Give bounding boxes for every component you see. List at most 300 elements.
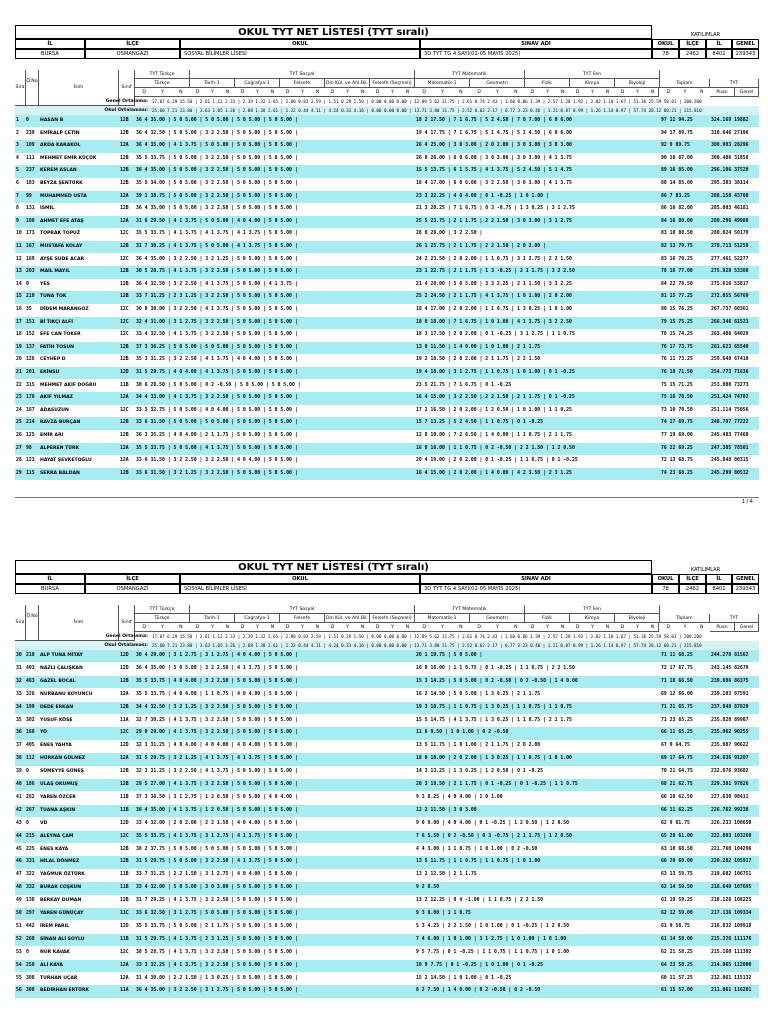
- table-row: [15, 329, 759, 341]
- row-matematik-fen-netleri: 16 4 15.00 | 3 2 2.50 | 2 2 1.50 | 2 1 1.75 | 0 1 -0.25: [416, 395, 575, 401]
- row-turkce-sosyal-netleri: 35 5 33.75 | 5 0 5.00 | 3 2 2.50 | 5 0 5.00 | 5 0 5.00 |: [136, 155, 298, 161]
- row-sinif: 12B: [120, 859, 129, 865]
- row-turkce-sosyal-netleri: 33 6 31.50 | 3 2 2.50 | 3 2 2.50 | 4 0 4.00 | 5 0 5.00 |: [136, 458, 298, 464]
- row-turkce-sosyal-netleri: 35 5 33.75 | 5 0 5.00 | 4 1 3.75 | 5 0 5.00 | 5 0 5.00 |: [136, 445, 298, 451]
- row-toplam: 79 15 75.25: [661, 319, 693, 325]
- row-turkce-sosyal-netleri: 34 4 32.50 | 3 2 1.25 | 3 2 2.50 | 5 0 5.00 | 5 0 5.00 |: [136, 704, 298, 710]
- dyn-header-cell: N: [225, 90, 230, 95]
- row-matematik-fen-netleri: 19 4 17.75 | 7 1 6.75 | 5 1 4.75 | 5 2 4.50 | 6 0 6.00: [416, 130, 572, 136]
- table-row: [15, 115, 759, 127]
- ilce-value: OSMANGAZİ: [85, 584, 180, 594]
- table-row: [15, 178, 759, 190]
- row-ogrenci-no: 35: [26, 307, 32, 312]
- report-title: OKUL TYT NET LİSTESİ (TYT sıralı): [15, 25, 652, 39]
- dyn-header-cell: Y: [301, 625, 304, 630]
- k-ilce-value: 2462: [679, 49, 706, 59]
- row-isim: BEYZA ŞENTÜRK: [40, 181, 83, 186]
- row-ogrenci-no: 326: [26, 691, 35, 697]
- okul-ortalamasi-label: Okul Ortalaması:: [104, 643, 148, 648]
- row-toplam: 64 23 58.25: [661, 962, 693, 968]
- row-isim: TUANA AŞKIN: [40, 807, 76, 813]
- row-sira: 20: [16, 357, 22, 363]
- row-ogrenci-no: 169: [26, 256, 35, 262]
- table-row: [15, 973, 759, 985]
- row-matematik-fen-netleri: 5 3 4.25 | 2 2 1.50 | 1 0 1.00 | 0 1 -0.25 | 1 2 0.50: [416, 923, 570, 929]
- sub-geometri: Geometri: [470, 79, 525, 88]
- dyn-header-cell: N: [405, 90, 410, 95]
- row-ogrenci-no: 131: [26, 206, 35, 212]
- table-row: [15, 805, 759, 817]
- dyn-header-cell: Y: [211, 625, 214, 630]
- row-sinif: 12B: [120, 769, 129, 775]
- fen-group-header: TYT Fen: [525, 605, 660, 614]
- row-turkce-sosyal-netleri: 33 6 31.50 | 5 0 5.00 | 5 0 5.00 | 5 0 5.00 | 5 0 5.00 |: [136, 420, 298, 426]
- sub-din: Din Kül. ve Ahl.Bil.: [325, 616, 369, 621]
- k-il-value: 8401: [706, 584, 732, 594]
- dyn-header-cell: N: [560, 90, 565, 95]
- dyn-header-cell: N: [360, 625, 365, 630]
- table-row: [15, 304, 759, 316]
- row-turkce-sosyal-netleri: 33 3 32.75 | 5 0 5.00 | 4 0 4.00 | 5 0 5.00 | 5 0 5.00 |: [136, 407, 298, 413]
- table-row: [15, 985, 759, 997]
- k-okul-header: OKUL: [652, 39, 679, 49]
- row-tyt-puan-genel: 237.848 87829: [711, 704, 749, 710]
- table-row: [15, 844, 759, 856]
- row-sira: 30: [16, 653, 22, 658]
- row-matematik-fen-netleri: 18 2 17.50 | 7 1 6.75 | 5 2 4.50 | 7 0 7.00 | 6 0 6.00: [416, 118, 572, 123]
- genel-ortalama-values: 17.07 6.29 15.50 | 2.61 1.12 2.33 | 2.39 1.32 2.65 | 2.80 0.83 2.59 | 1.51 0.29 1.50 | 0.00 0.00 0.00 | 12.89 5.62 11.75 | 2.61 0.74 2.43 | 1.60 0.86 1.39 | 2.57 1.28 1.92 | 2.02 1.10 1.67 | 51.36 25.59 58.01 | 208.200: [152, 634, 702, 639]
- table-row: [15, 266, 759, 278]
- row-sira: 34: [16, 704, 22, 710]
- dyn-header-cell: D: [240, 90, 245, 95]
- table-row: [15, 908, 759, 920]
- row-isim: MEHMET EMİR KÜÇÜK: [40, 155, 97, 161]
- table-row: [15, 921, 759, 933]
- row-ogrenci-no: 250: [26, 962, 35, 968]
- table-row: [15, 417, 759, 429]
- row-ogrenci-no: 302: [26, 717, 35, 723]
- row-turkce-sosyal-netleri: 31 5 29.75 | 4 0 4.00 | 4 1 3.75 | 5 0 5.00 | 5 0 5.00 |: [136, 370, 298, 375]
- dyn-header-cell: N: [270, 90, 275, 95]
- row-turkce-sosyal-netleri: 31 7 30.25 | 4 1 3.75 | 5 0 5.00 | 4 1 3.75 | 5 0 5.00 |: [136, 244, 298, 249]
- turkce-group-header: TYT Türkçe: [135, 605, 190, 614]
- table-row: [15, 380, 759, 392]
- ono-header: Ö.No: [26, 605, 39, 641]
- table-row: [15, 702, 759, 714]
- fen-group-header: TYT Fen: [525, 70, 660, 79]
- row-isim: İREM PARIL: [40, 923, 70, 929]
- row-ogrenci-no: 98: [26, 445, 32, 451]
- row-sira: 7: [16, 193, 19, 199]
- row-turkce-sosyal-netleri: 36 4 35.00 | 4 1 3.75 | 5 0 5.00 | 5 0 5.00 | 5 0 5.00 |: [136, 143, 298, 149]
- row-matematik-fen-netleri: 7 4 6.00 | 1 0 1.00 | 3 1 2.75 | 1 0 1.00 | 1 0 1.00: [416, 936, 567, 942]
- okul-value: SOSYAL BİLİMLER LİSESİ: [180, 49, 420, 59]
- row-isim: NAZLI ÇALIŞKAN: [40, 665, 83, 671]
- sub-fizik: Fizik: [525, 614, 570, 623]
- row-ogrenci-no: 111: [26, 155, 35, 161]
- row-toplam: 82 13 79.75: [661, 244, 693, 249]
- row-matematik-fen-netleri: 15 7 13.25 | 5 2 4.50 | 1 1 0.75 | 0 1 -0.25: [416, 420, 544, 426]
- dyn-header-cell: D: [285, 90, 290, 95]
- row-sira: 28: [16, 458, 22, 464]
- row-sira: 21: [16, 370, 22, 375]
- row-sira: 5: [16, 168, 19, 174]
- row-toplam: 72 17 67.75: [661, 665, 693, 671]
- row-isim: SÜMEYYE GÜNEŞ: [40, 769, 84, 775]
- ono-header: Ö.No: [26, 70, 39, 106]
- row-toplam: 78 16 77.00: [661, 269, 693, 275]
- table-row: [15, 753, 759, 765]
- row-turkce-sosyal-netleri: 30 6 28.50 | 5 0 5.00 | 0 2 -0.50 | 5 0 5.00 | 5 0 5.00 |: [136, 382, 301, 388]
- k-okul-value: 78: [652, 584, 679, 594]
- sub-toplam: Toplam: [660, 79, 710, 88]
- row-matematik-fen-netleri: 12 8 10.00 | 7 2 6.50 | 1 4 0.00 | 1 1 0.75 | 2 1 1.75: [416, 433, 572, 438]
- row-turkce-sosyal-netleri: 32 3 31.25 | 4 0 4.00 | 4 0 4.00 | 4 0 4.00 | 5 0 5.00 |: [136, 743, 298, 749]
- row-isim: YES: [40, 281, 50, 287]
- row-tyt-puan-genel: 245.848 80315: [711, 458, 749, 464]
- row-ogrenci-no: 0: [26, 281, 29, 287]
- row-sinif: 12B: [120, 704, 129, 710]
- dyn-header-cell: D: [477, 90, 481, 95]
- row-matematik-fen-netleri: 16 0 16.00 | 1 1 0.75 | 0 2 -0.50 | 2 2 1.50 | 1 2 0.50: [416, 445, 575, 451]
- row-sinif: 12C: [120, 833, 129, 839]
- row-toplam: 86 7 83.25: [661, 193, 690, 199]
- row-turkce-sosyal-netleri: 33 6 31.50 | 3 2 1.25 | 3 2 2.50 | 5 0 5.00 | 5 0 5.00 |: [136, 470, 298, 476]
- row-matematik-fen-netleri: 18 4 17.00 | 6 0 6.00 | 3 2 2.50 | 3 0 3.00 | 4 1 3.75: [416, 181, 572, 186]
- row-matematik-fen-netleri: 18 3 17.50 | 2 0 2.00 | 0 1 -0.25 | 3 1 2.75 | 1 1 0.75: [416, 332, 575, 338]
- row-sira: 6: [16, 181, 19, 186]
- table-row: [15, 468, 759, 480]
- row-tyt-puan-genel: 251.114 75056: [711, 407, 749, 413]
- sosyal-group-header: TYT Sosyal: [190, 605, 415, 614]
- okul-ortalamasi-label: Okul Ortalaması:: [104, 108, 148, 113]
- row-toplam: 61 15 57.00: [661, 988, 693, 994]
- row-sira: 15: [16, 294, 22, 300]
- k-genel-value: 239343: [732, 49, 759, 59]
- row-matematik-fen-netleri: 13 0 11.50 | 1 4 0.00 | 1 0 1.00 | 2 1 1.75: [416, 344, 541, 350]
- table-row: [15, 216, 759, 228]
- row-ogrenci-no: 183: [26, 181, 35, 186]
- page-number: 1 / 4: [741, 499, 753, 505]
- row-matematik-fen-netleri: 13 2 12.50 | 2 1 1.75: [416, 872, 477, 878]
- sinav-value: 3D TYT TG 4.SAYI(02-05 MAYIS 2025): [420, 49, 652, 59]
- row-sira: 37: [16, 743, 22, 749]
- row-sinif: 12A: [120, 756, 129, 762]
- row-toplam: 71 23 65.25: [661, 717, 693, 723]
- row-sira: 50: [16, 911, 22, 916]
- dyn-header-cell: Y: [496, 90, 499, 95]
- row-turkce-sosyal-netleri: 35 5 33.75 | 4 1 3.75 | 3 1 2.75 | 4 1 3.75 | 5 0 5.00 |: [136, 833, 298, 839]
- row-matematik-fen-netleri: 16 4 15.00 | 2 0 2.00 | 1 4 0.00 | 4 2 3.50 | 2 3 1.25: [416, 470, 572, 476]
- row-isim: DEDE ERKAN: [40, 704, 74, 710]
- row-isim: HÜRKAN GÜLMEZ: [40, 756, 86, 762]
- row-sira: 55: [16, 975, 22, 981]
- row-matematik-fen-netleri: 19 2 18.50 | 2 0 2.00 | 2 1 1.75 | 2 2 1.50: [416, 357, 541, 363]
- dyn-header-cell: N: [605, 90, 610, 95]
- sub-matematik: Matematik-1: [415, 79, 470, 88]
- row-isim: MUSTAFA KOLAY: [40, 244, 83, 249]
- row-sinif: 11B: [120, 807, 129, 813]
- k-il-header: İL: [706, 574, 732, 584]
- row-isim: CEYHEP D: [40, 357, 66, 363]
- row-sinif: 12A: [120, 962, 129, 968]
- table-bottom-line: [15, 497, 759, 498]
- row-ogrenci-no: 297: [26, 911, 35, 916]
- row-turkce-sosyal-netleri: 36 4 35.00 | 5 0 5.00 | 3 2 2.50 | 5 0 5.00 | 5 0 5.00 |: [136, 206, 298, 212]
- okul-ortalamasi-row: [15, 106, 759, 115]
- row-tyt-puan-genel: 275.616 53817: [711, 281, 749, 287]
- row-tyt-puan-genel: 243.145 82679: [711, 665, 749, 671]
- k-ilce-header: İLÇE: [679, 39, 706, 49]
- row-toplam: 71 18 66.50: [661, 678, 693, 684]
- table-row: [15, 960, 759, 972]
- row-isim: EMİR ARI: [40, 433, 64, 438]
- row-isim: YAREN ÖZCER: [40, 794, 76, 800]
- row-matematik-fen-netleri: 24 2 23.50 | 2 0 2.00 | 1 1 0.75 | 3 1 2.75 | 2 2 1.50: [416, 256, 572, 262]
- tyt-puan-header: Puan: [710, 623, 735, 632]
- dyn-header-cell: Y: [683, 90, 687, 95]
- dyn-header-row: [135, 623, 704, 632]
- row-turkce-sosyal-netleri: 30 0 30.00 | 3 2 2.50 | 4 1 3.75 | 5 0 5.00 | 5 0 5.00 |: [136, 307, 298, 312]
- row-isim: ALP TUNA MİTAY: [40, 653, 83, 658]
- dyn-header-cell: D: [477, 625, 481, 630]
- row-sinif: 12D: [120, 923, 129, 929]
- row-turkce-sosyal-netleri: 33 7 31.25 | 2 3 1.25 | 3 2 2.50 | 5 0 5.00 | 5 0 5.00 |: [136, 294, 298, 300]
- sub-kimya: Kimya: [570, 614, 615, 623]
- row-tyt-puan-genel: 251.424 74782: [711, 395, 749, 401]
- row-matematik-fen-netleri: 21 4 20.00 | 5 0 5.00 | 3 3 2.25 | 2 1 1.50 | 3 3 2.25: [416, 281, 572, 287]
- table-row: [15, 443, 759, 455]
- row-matematik-fen-netleri: 7 6 5.50 | 0 2 -0.50 | 0 3 -0.75 | 2 1 1.75 | 1 2 0.50: [416, 833, 572, 839]
- row-tyt-puan-genel: 296.106 37520: [711, 168, 749, 174]
- row-sira: 45: [16, 846, 22, 852]
- dyn-header-cell: D: [666, 625, 671, 630]
- table-row: [15, 727, 759, 739]
- row-sinif: 11A: [120, 988, 129, 994]
- row-sinif: 12D: [120, 743, 129, 749]
- row-isim: YUSUF KÖSE: [40, 717, 73, 723]
- row-sinif: 12A: [120, 218, 129, 224]
- row-isim: BEDİRHAN ERTÜRK: [40, 988, 89, 994]
- row-tyt-puan-genel: 275.928 53308: [711, 269, 749, 275]
- row-sira: 31: [16, 665, 22, 671]
- row-tyt-puan-genel: 248.797 77222: [711, 420, 749, 426]
- row-isim: ALPEREN TÜRK: [40, 445, 80, 451]
- row-turkce-sosyal-netleri: 35 5 33.75 | 4 1 3.75 | 4 1 3.75 | 4 1 3.75 | 5 0 5.00 |: [136, 231, 298, 237]
- dyn-header-cell: D: [530, 90, 535, 95]
- il-header: İL: [15, 574, 85, 584]
- row-sinif: 12C: [120, 307, 129, 312]
- row-sira: 13: [16, 269, 22, 275]
- sinav-header: SINAV ADI: [420, 39, 652, 49]
- row-tyt-puan-genel: 266.346 61523: [711, 319, 749, 325]
- row-toplam: 77 19 69.00: [661, 433, 693, 438]
- row-sinif: 12C: [120, 231, 129, 237]
- genel-ortalama-row: [15, 632, 759, 641]
- row-tyt-puan-genel: 215.326 111176: [711, 936, 752, 942]
- row-sira: 39: [16, 769, 22, 775]
- table-row: [15, 676, 759, 688]
- row-isim: ENES KAYA: [40, 846, 69, 852]
- row-turkce-sosyal-netleri: 33 6 32.50 | 3 1 2.75 | 5 0 5.00 | 5 0 5.00 | 5 0 5.00 |: [136, 911, 298, 916]
- row-isim: EMİRALP ÇETİN: [40, 130, 80, 136]
- row-isim: RAVZA BURÇAN: [40, 420, 81, 426]
- sub-biyoloji: Biyoloji: [615, 614, 660, 623]
- row-tyt-puan-genel: 218.126 108225: [711, 898, 752, 904]
- row-sinif: 12C: [120, 319, 129, 325]
- sub-cografya: Coğrafya-1: [235, 79, 280, 88]
- row-ogrenci-no: 322: [26, 872, 35, 878]
- row-sinif: 12A: [120, 193, 129, 199]
- dyn-header-cell: D: [142, 90, 146, 95]
- row-turkce-sosyal-netleri: 30 5 28.75 | 4 1 3.75 | 3 2 2.50 | 5 0 5.00 | 5 0 5.00 |: [136, 269, 298, 275]
- row-ogrenci-no: 203: [26, 269, 35, 275]
- row-sinif: 11B: [120, 936, 129, 942]
- row-sinif: 12A: [120, 445, 129, 451]
- row-matematik-fen-netleri: 9 0 9.00 | 4 0 4.00 | 0 1 -0.25 | 1 2 0.50 | 1 2 0.50: [416, 820, 570, 826]
- row-tyt-puan-genel: 235.962 90255: [711, 730, 749, 736]
- dyn-header-cell: N: [459, 90, 463, 95]
- row-isim: ADASUZUN: [40, 407, 69, 413]
- row-tyt-puan-genel: 285.003 46181: [711, 206, 749, 212]
- sinif-header: Sınıf: [119, 70, 135, 106]
- row-toplam: 63 13 59.75: [661, 872, 693, 878]
- row-sinif: 12B: [120, 420, 129, 426]
- row-matematik-fen-netleri: 9 5 7.75 | 0 1 -0.25 | 1 1 0.75 | 1 1 0.75 | 1 0 1.00: [416, 949, 570, 955]
- row-sira: 48: [16, 885, 22, 891]
- dyn-header-cell: N: [315, 90, 320, 95]
- table-row: [15, 779, 759, 791]
- row-turkce-sosyal-netleri: 37 3 36.25 | 5 0 5.00 | 5 0 5.00 | 5 0 5.00 | 5 0 5.00 |: [136, 344, 298, 350]
- table-row: [15, 165, 759, 177]
- table-row: [15, 856, 759, 868]
- row-sira: 22: [16, 382, 22, 388]
- row-tyt-puan-genel: 234.636 91207: [711, 756, 749, 762]
- row-sinif: 12D: [120, 665, 129, 671]
- okul-header: OKUL: [180, 39, 420, 49]
- row-sira: 47: [16, 872, 22, 878]
- row-turkce-sosyal-netleri: 36 3 35.25 | 4 0 4.00 | 2 1 1.75 | 5 0 5.00 | 5 0 5.00 |: [136, 433, 298, 438]
- sub-kimya: Kimya: [570, 79, 615, 88]
- row-sinif: 12B: [120, 357, 129, 363]
- okul-value: SOSYAL BİLİMLER LİSESİ: [180, 584, 420, 594]
- row-matematik-fen-netleri: 18 0 18.00 | 2 0 2.00 | 1 3 0.25 | 1 1 0.75 | 1 0 1.00: [416, 756, 572, 762]
- okul-ortalamasi-values: 25.60 7.21 23.80 | 3.63 1.05 3.26 | 2.88 1.38 2.61 | 1.22 0.44 4.11 | 4.24 0.33 4.16 | 0.00 0.00 0.00 | 13.71 3.80 11.75 | 2.52 0.62 2.17 | 0.77 3.23 0.46 | 1.21 0.87 0.99 | 1.26 1.14 0.97 | 57.74 28.12 60.21 | 215.810: [152, 108, 702, 113]
- isim-header: İsim: [39, 605, 119, 641]
- dyn-header-cell: Y: [346, 90, 349, 95]
- row-isim: NUR KAVAK: [40, 949, 70, 955]
- row-tyt-puan-genel: 245.299 80532: [711, 470, 749, 476]
- row-toplam: 60 11 57.25: [661, 975, 693, 981]
- dyn-header-cell: N: [560, 625, 565, 630]
- row-matematik-fen-netleri: 21 3 20.25 | 7 1 6.75 | 0 3 -0.75 | 1 3 0.25 | 3 1 2.75: [416, 206, 575, 212]
- row-toplam: 89 16 85.00: [661, 168, 693, 174]
- row-toplam: 71 21 65.75: [661, 704, 693, 710]
- row-isim: BURAK COŞKUN: [40, 885, 82, 891]
- row-ogrenci-no: 123: [26, 458, 35, 464]
- sub-matematik: Matematik-1: [415, 614, 470, 623]
- row-sinif: 12B: [120, 130, 129, 136]
- sub-turkce: Türkçe: [135, 614, 190, 623]
- row-tyt-puan-genel: 226.233 100650: [711, 820, 752, 826]
- table-row: [15, 203, 759, 215]
- k-genel-value: 239343: [732, 584, 759, 594]
- sub-tyt: TYT: [710, 79, 759, 88]
- row-sira: 8: [16, 206, 19, 212]
- row-ogrenci-no: 260: [26, 936, 35, 942]
- row-ogrenci-no: 215: [26, 833, 35, 839]
- row-matematik-fen-netleri: 28 0 28.00 | 3 2 2.50 |: [416, 231, 483, 237]
- row-ogrenci-no: 463: [26, 678, 35, 684]
- row-ogrenci-no: 403: [26, 665, 35, 671]
- row-sira: 49: [16, 898, 22, 904]
- table-row: [15, 153, 759, 165]
- dyn-header-cell: D: [330, 90, 335, 95]
- table-row: [15, 367, 759, 379]
- row-toplam: 69 17 64.75: [661, 756, 693, 762]
- row-matematik-fen-netleri: 13 5 11.75 | 1 0 1.00 | 2 1 1.75 | 2 0 2.00: [416, 743, 541, 749]
- row-ogrenci-no: 214: [26, 420, 35, 426]
- dyn-header-cell: D: [195, 625, 200, 630]
- row-sinif: 12A: [120, 458, 129, 464]
- row-isim: AKİF YILMAZ: [40, 395, 73, 401]
- row-sinif: 11B: [120, 872, 129, 878]
- row-ogrenci-no: 112: [26, 756, 35, 762]
- dyn-header-cell: Y: [211, 90, 214, 95]
- dyn-header-cell: N: [179, 90, 183, 95]
- row-sinif: 12B: [120, 294, 129, 300]
- row-tyt-puan-genel: 261.623 65540: [711, 344, 749, 350]
- row-ogrenci-no: 151: [26, 319, 35, 325]
- row-ogrenci-no: 0: [26, 118, 29, 123]
- row-toplam: 86 16 82.00: [661, 206, 693, 212]
- dyn-header-cell: N: [225, 625, 230, 630]
- dyn-header-cell: N: [650, 90, 655, 95]
- row-sinif: 12B: [120, 782, 129, 787]
- row-isim: TOPRAK TOPUZ: [40, 231, 81, 237]
- row-sinif: 11B: [120, 885, 129, 891]
- row-sira: 33: [16, 691, 22, 697]
- k-ilce-value: 2462: [679, 584, 706, 594]
- row-isim: Bİ TIKÇI ALFİ: [40, 319, 74, 325]
- row-isim: SERRA BALDAN: [40, 470, 80, 476]
- row-tyt-puan-genel: 211.061 116201: [711, 988, 752, 994]
- row-ogrenci-no: 405: [26, 743, 35, 749]
- table-row: [15, 317, 759, 329]
- dyn-header-cell: D: [530, 625, 535, 630]
- row-turkce-sosyal-netleri: 37 3 36.50 | 3 1 2.75 | 1 2 0.50 | 5 0 5.00 | 4 0 4.00 |: [136, 794, 298, 800]
- dyn-header-cell: Y: [256, 625, 259, 630]
- sub-toplam: Toplam: [660, 614, 710, 623]
- dyn-header-cell: N: [179, 625, 183, 630]
- row-toplam: 63 10 60.50: [661, 846, 693, 852]
- row-ogrenci-no: 167: [26, 407, 35, 413]
- row-tyt-puan-genel: 217.136 109334: [711, 911, 752, 916]
- row-matematik-fen-netleri: 26 4 25.00 | 3 0 3.00 | 2 0 2.00 | 3 0 3.00 | 3 0 3.00: [416, 143, 572, 149]
- okul-header: OKUL: [180, 574, 420, 584]
- row-sinif: 12B: [120, 898, 129, 904]
- row-matematik-fen-netleri: 26 1 25.75 | 2 1 1.75 | 2 2 1.50 | 2 0 2.00 |: [416, 244, 546, 249]
- row-ogrenci-no: 199: [26, 704, 35, 710]
- row-sinif: 11C: [120, 911, 129, 916]
- row-sinif: 12B: [120, 118, 129, 123]
- table-row: [15, 128, 759, 140]
- row-isim: AHMET EFE ATAŞ: [40, 218, 84, 224]
- row-sinif: 12B: [120, 846, 129, 852]
- tyt-genel-header: Genel: [735, 88, 759, 97]
- row-sira: 11: [16, 244, 22, 249]
- table-row: [15, 291, 759, 303]
